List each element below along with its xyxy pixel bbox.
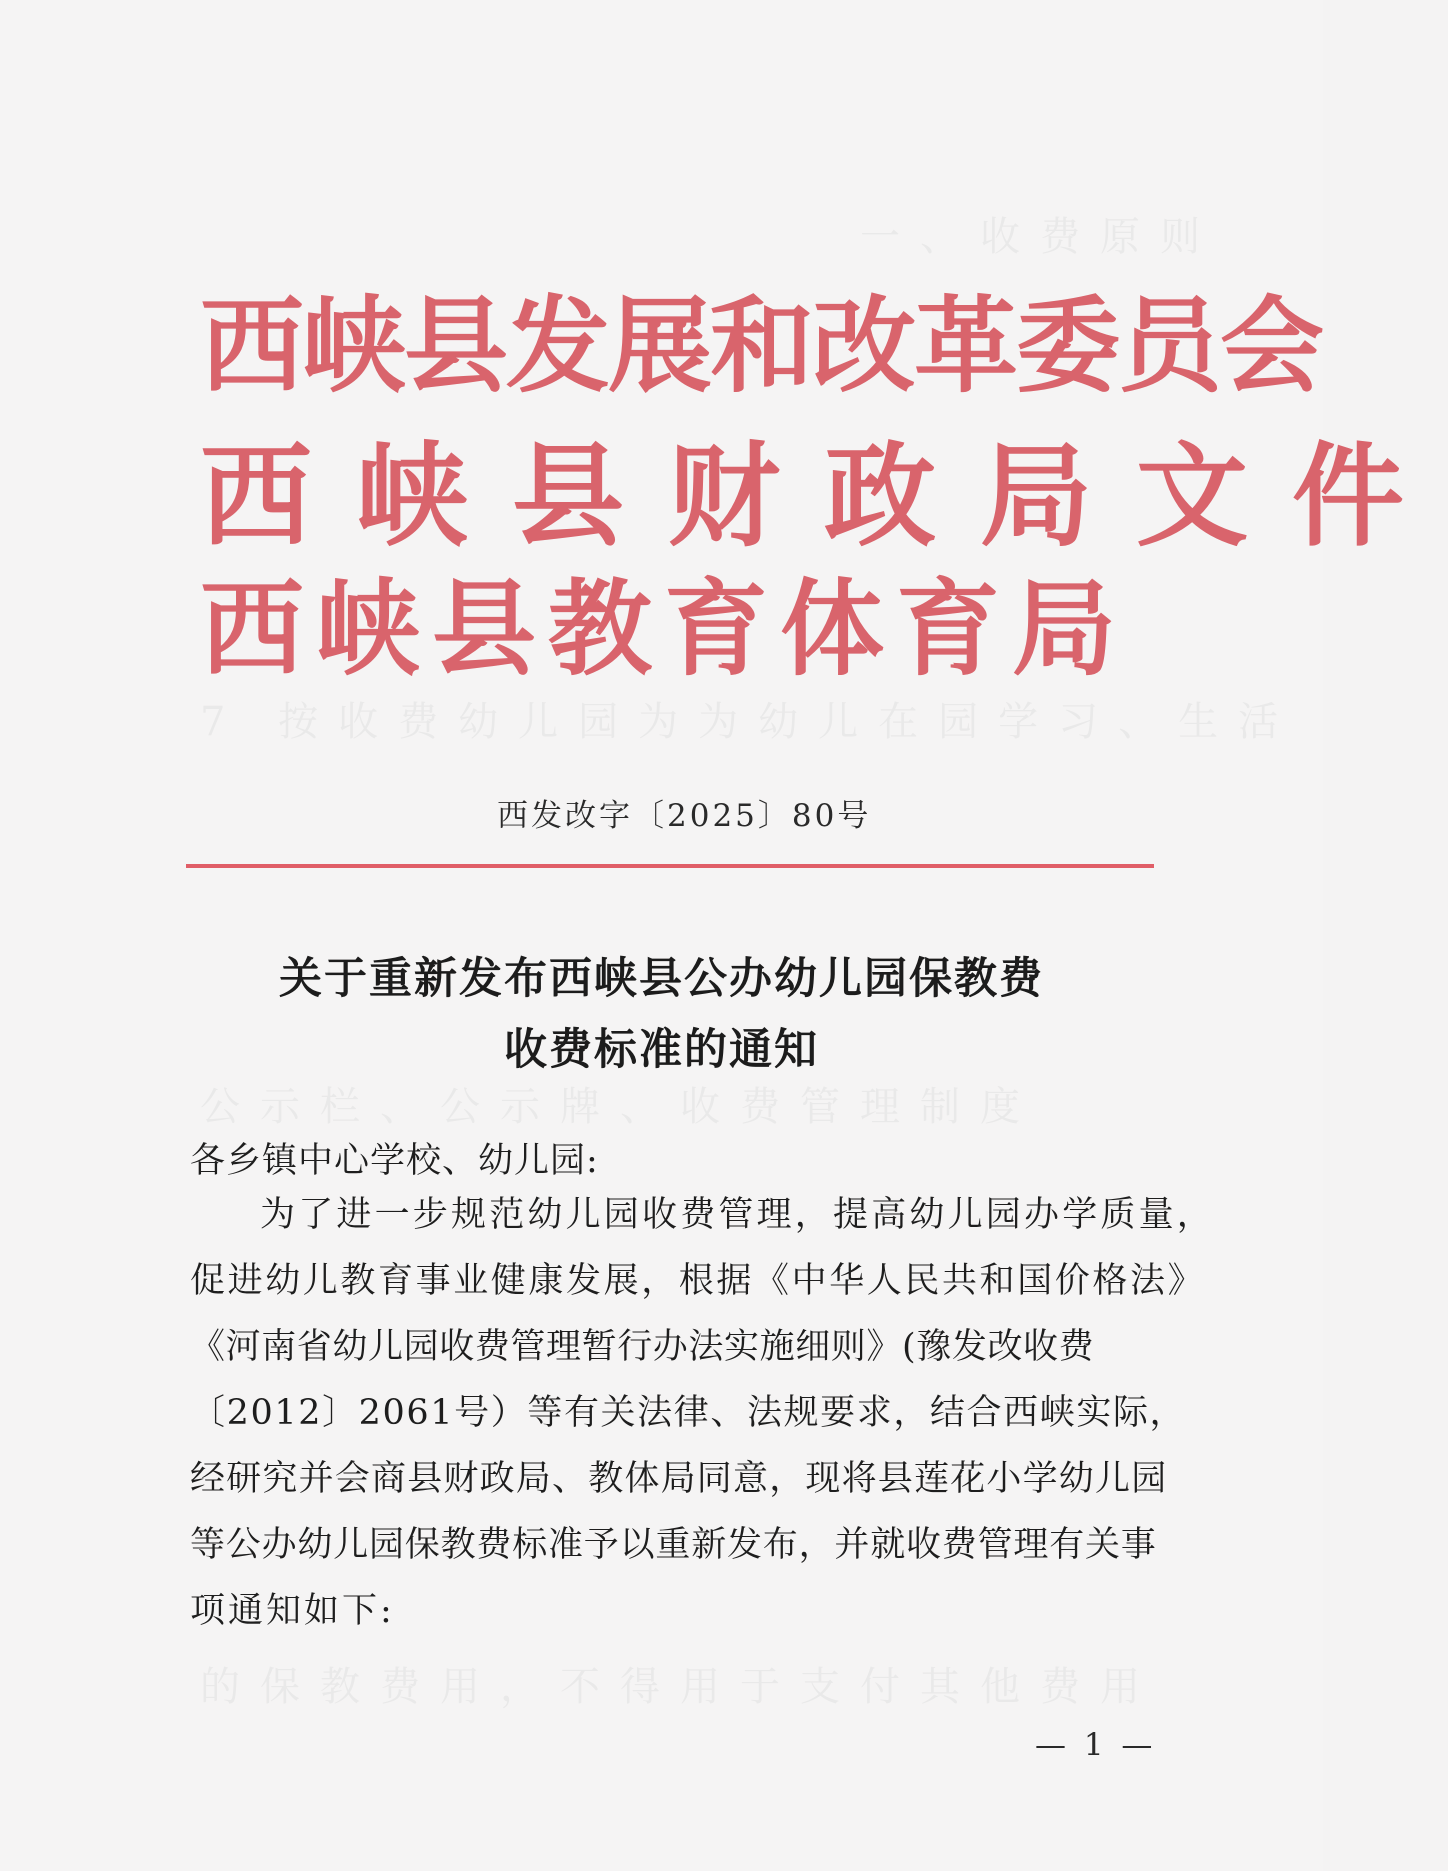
body-text-line: 《河南省幼儿园收费管理暂行办法实施细则》(豫发改收费	[190, 1327, 1095, 1367]
body-text-line: 项通知如下:	[190, 1591, 395, 1631]
document-number: 西发改字〔2025〕80号	[497, 798, 872, 834]
bleed-through-text: 一、收费原则	[860, 214, 1220, 260]
body-text-line: 〔2012〕2061号）等有关法律、法规要求，结合西峡实际，	[190, 1393, 1187, 1433]
red-divider-line	[186, 864, 1154, 868]
bleed-through-text: 的保教费用，不得用于支付其他费用	[200, 1664, 1160, 1710]
issuing-agency-1: 西峡县发展和改革委员会	[200, 284, 1323, 407]
bleed-through-text: 7 按收费幼儿园为为幼儿在园学习、生活	[200, 699, 1299, 745]
issuing-agency-2: 西峡县财政局文件	[200, 431, 1448, 562]
document-title-line-2: 收费标准的通知	[504, 1025, 819, 1075]
page-number: — 1 —	[1035, 1727, 1157, 1763]
document-title-line-1: 关于重新发布西峡县公办幼儿园保教费	[279, 954, 1044, 1004]
bleed-through-text: 公示栏、公示牌、收费管理制度	[200, 1084, 1040, 1130]
issuing-agency-3: 西峡县教育体育局	[200, 567, 1129, 690]
addressee: 各乡镇中心学校、幼儿园:	[190, 1141, 599, 1181]
body-text-line: 等公办幼儿园保教费标准予以重新发布，并就收费管理有关事	[190, 1525, 1157, 1565]
body-text-line: 经研究并会商县财政局、教体局同意，现将县莲花小学幼儿园	[190, 1459, 1168, 1499]
body-text-line: 促进幼儿教育事业健康发展，根据《中华人民共和国价格法》	[190, 1261, 1206, 1301]
body-text-line: 为了进一步规范幼儿园收费管理，提高幼儿园办学质量，	[260, 1195, 1216, 1235]
